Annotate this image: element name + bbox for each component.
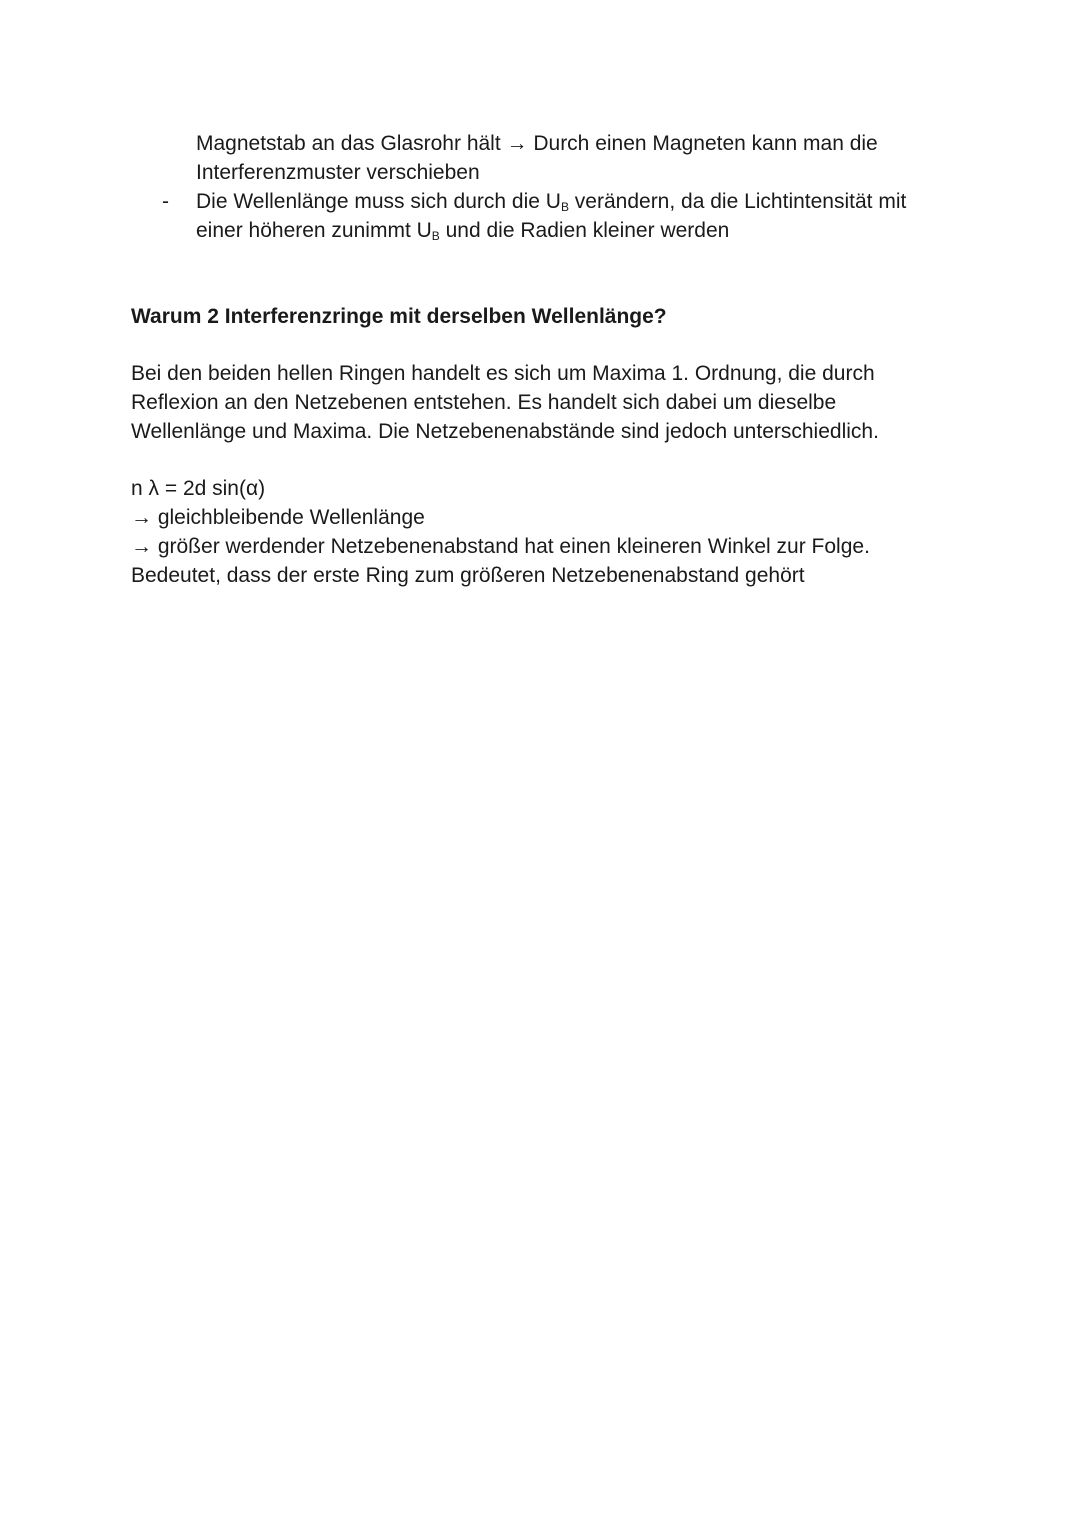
list-item-2-line-2 <box>196 216 729 245</box>
subscript-b: B <box>431 229 440 243</box>
list-item-2-text-b: verändern, da die Lichtintensität mit <box>568 190 907 213</box>
list-bullet-dash: - <box>162 190 169 213</box>
note-line-1: → gleichbleibende Wellenlänge <box>131 506 425 529</box>
list-item-1-line-1: Magnetstab an das Glasrohr hält → Durch einen Magneten kann man die <box>196 132 878 155</box>
note-line-2: → größer werdender Netzebenenabstand hat einen kleineren Winkel zur Folge. <box>131 535 870 558</box>
note-line-3: Bedeutet, dass der erste Ring zum größeren Netzebenenabstand gehört <box>131 564 805 587</box>
section-heading: Warum 2 Interferenzringe mit derselben Wellenlänge? <box>131 305 667 328</box>
subscript-b: B <box>560 200 569 214</box>
paragraph-line-2: Reflexion an den Netzebenen entstehen. Es handelt sich dabei um dieselbe <box>131 391 837 414</box>
list-item-2-text-c: einer höheren zunimmt U <box>196 219 432 242</box>
list-item-2-text-d: und die Radien kleiner werden <box>439 219 730 242</box>
list-item-2-text-a: Die Wellenlänge muss sich durch die U <box>196 190 561 213</box>
paragraph-line-1: Bei den beiden hellen Ringen handelt es sich um Maxima 1. Ordnung, die durch <box>131 362 875 385</box>
list-item-2-line-1 <box>196 187 906 216</box>
formula-line: n λ = 2d sin(α) <box>131 477 266 500</box>
paragraph-line-3: Wellenlänge und Maxima. Die Netzebenenabstände sind jedoch unterschiedlich. <box>131 420 879 443</box>
list-item-1-line-2: Interferenzmuster verschieben <box>196 161 480 184</box>
